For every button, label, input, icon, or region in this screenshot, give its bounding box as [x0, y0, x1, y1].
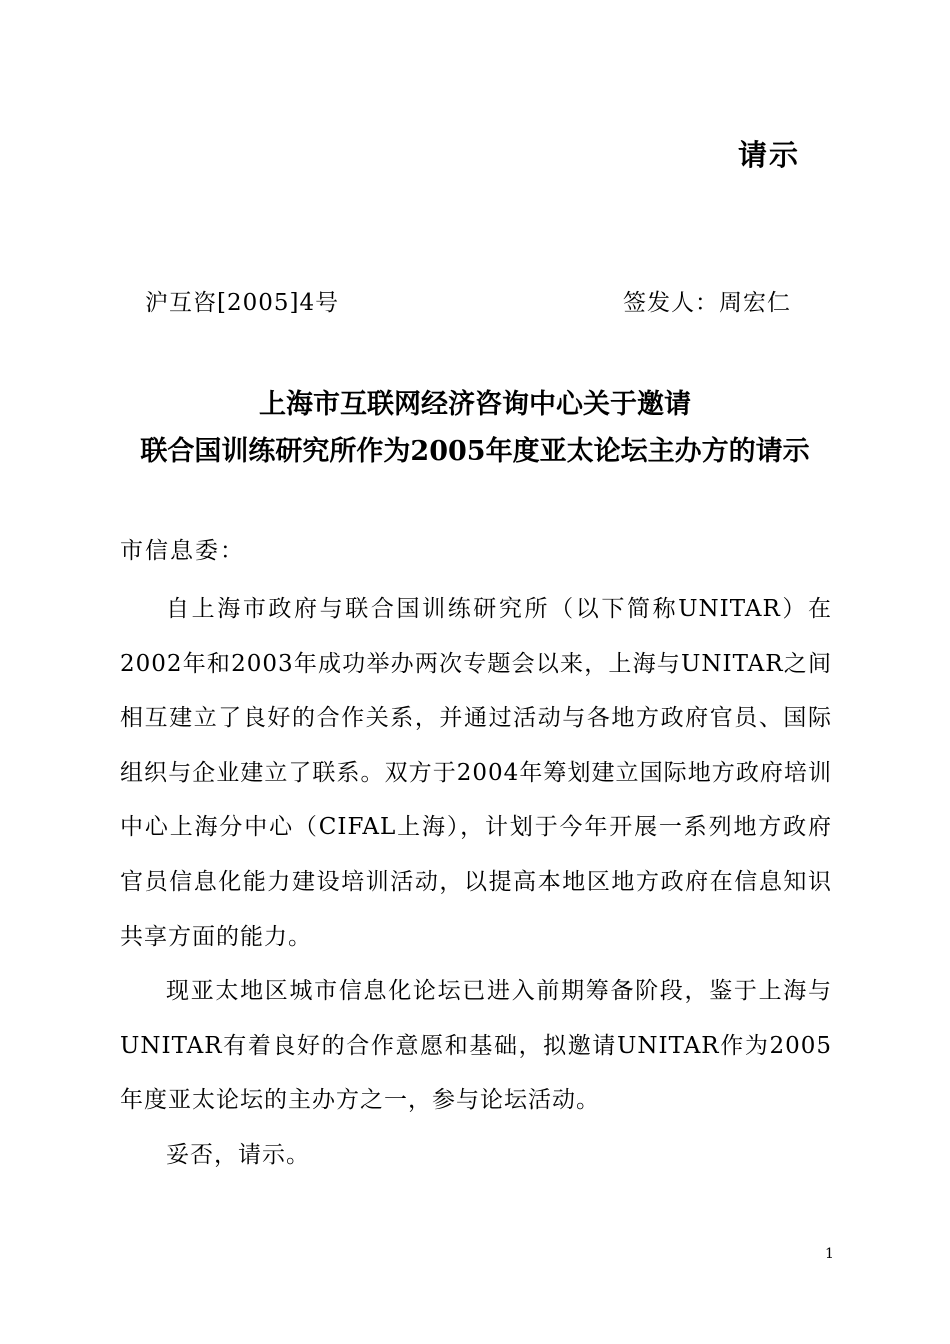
document-number: 沪互咨[2005]4号 [145, 290, 340, 316]
body-paragraph-1: 自上海市政府与联合国训练研究所（以下简称UNITAR）在2002年和2003年成功举办两次专题会以来，上海与UNITAR之间相互建立了良好的合作关系，并通过活动与各地方政府官员、国际组织与企业建立了联系。双方于2004年筹划建立国际地方政府培训中心上海分中心（CIFAL上海），计划于今年开展一系列地方政府官员信息化能力建设培训活动，以提高本地区地方政府在信息知识共享方面的能力。 [120, 596, 832, 950]
page-number: 1 [825, 1246, 834, 1262]
body-paragraph-3: 妥否，请示。 [166, 1141, 310, 1168]
title-line-2: 联合国训练研究所作为2005年度亚太论坛主办方的请示 [140, 436, 810, 467]
recipient: 市信息委： [120, 538, 245, 564]
title-line-1: 上海市互联网经济咨询中心关于邀请 [259, 389, 691, 420]
signer: 签发人：周宏仁 [623, 290, 791, 316]
body-paragraph-2: 现亚太地区城市信息化论坛已进入前期筹备阶段，鉴于上海与UNITAR有着良好的合作意愿和基础，拟邀请UNITAR作为2005年度亚太论坛的主办方之一，参与论坛活动。 [120, 978, 832, 1114]
document-title [60, 381, 890, 475]
document-type-heading: 请示 [738, 138, 801, 172]
body-text [120, 582, 832, 1183]
